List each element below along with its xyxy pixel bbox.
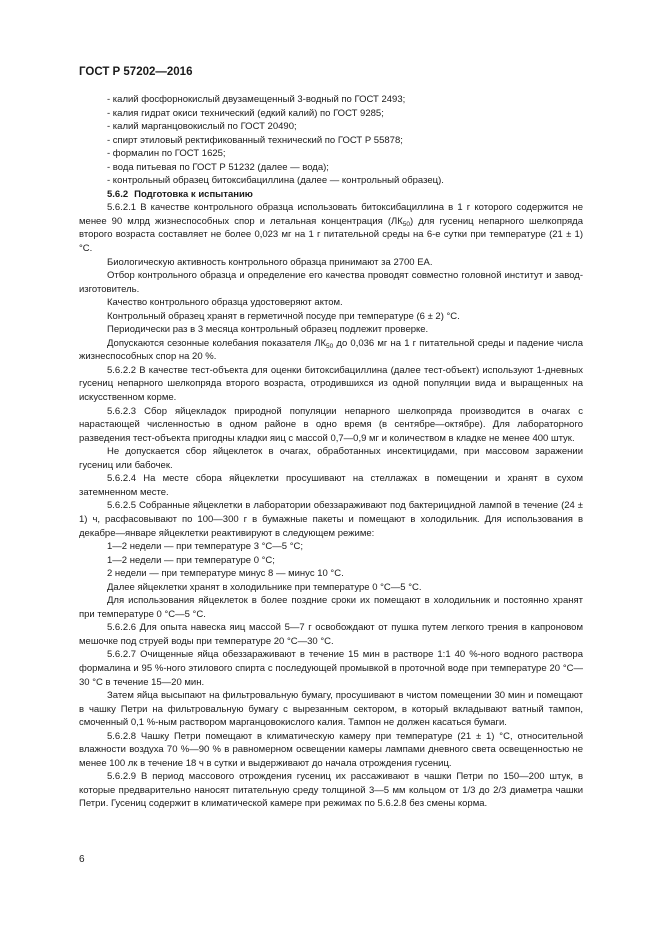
- paragraph: Затем яйца высыпают на фильтровальную бумагу, просушивают в чистом помещении 30 мин и помещают в чашку Петри на фильтровальную бумагу с вырезанным сектором, в который вкладывают ватный тампон, смоченный 0,1 %-ным раствором марганцовокислого калия. Тампон не должен касаться бумаги.: [79, 690, 583, 729]
- section-title: Подготовка к испытанию: [134, 188, 253, 200]
- paragraph: Периодически раз в 3 месяца контрольный образец подлежит проверке.: [107, 324, 429, 336]
- paragraph-5-6-2-4: 5.6.2.4 На месте сбора яйцеклетки просушивают на стеллажах в помещении и хранят в сухом затемненном месте.: [79, 473, 583, 498]
- paragraph-5-6-2-9: 5.6.2.9 В период массового отрождения гусениц их рассаживают в чашки Петри по 150—200 штук, в которые предварительно наносят питательную среду толщиной 3—5 мм кольцом от 1/3 до 2/3 диаметра чашки Петри. Гусениц содержит в климатической камере при режимах по 5.6.2.8 без смены корма.: [79, 771, 583, 810]
- list-item: - контрольный образец битоксибациллина (далее — контрольный образец).: [107, 175, 444, 187]
- subscript: 50: [326, 342, 334, 350]
- section-heading: [79, 188, 583, 202]
- text-run: ) для гусениц непарного шелкопряда второго возраста составляет не более 0,023 мг на 1 г питательной среды на 6-е сутки при температуре (21 ± 1) °С.: [79, 215, 583, 255]
- paragraph-5-6-2-2: 5.6.2.2 В качестве тест-объекта для оценки битоксибациллина (далее тест-объект) используют 1-дневных гусениц непарного шелкопряда второго возраста, отродившихся из одной популяции вида и выращенных на искусственном корме.: [79, 364, 583, 404]
- paragraph-5-6-2-8: 5.6.2.8 Чашку Петри помещают в климатическую камеру при температуре (21 ± 1) °С, относительной влажности воздуха 70 %—90 % в равномерном освещении камеры лампами дневного света освещенностью не менее 100 лк в течение 18 ч в сутки и выдерживают до начала отрождения гусениц.: [79, 730, 583, 769]
- paragraph: 1—2 недели — при температуре 0 °С;: [107, 554, 275, 566]
- paragraph: Для использования яйцеклеток в более поздние сроки их помещают в холодильник и постоянно хранят при температуре 0 °С—5 °С.: [79, 595, 583, 620]
- list-item: - калия гидрат окиси технический (едкий калий) по ГОСТ 9285;: [107, 107, 384, 119]
- list-item: - калий фосфорнокислый двузамещенный 3-водный по ГОСТ 2493;: [107, 94, 406, 105]
- paragraph: Качество контрольного образца удостоверяют актом.: [107, 297, 343, 309]
- paragraph: Не допускается сбор яйцеклеток в очагах, обработанных инсектицидами, при массовом заражении гусениц или бабочек.: [79, 446, 583, 471]
- list-item: - формалин по ГОСТ 1625;: [107, 148, 226, 160]
- list-item: - вода питьевая по ГОСТ Р 51232 (далее — вода);: [107, 161, 329, 173]
- paragraph: 2 недели — при температуре минус 8 — минус 10 °С.: [107, 568, 344, 580]
- paragraph-5-6-2-1: [79, 201, 583, 255]
- paragraph: Далее яйцеклетки хранят в холодильнике при температуре 0 °С—5 °С.: [107, 581, 422, 593]
- text-run: 5.6.2.1 В качестве контрольного образца использовать битоксибациллина в 1 г которого содержится не менее 90 млрд жизнеспособных спор и летальная концентрация (ЛК: [79, 202, 583, 227]
- paragraph-5-6-2-3: 5.6.2.3 Сбор яйцекладок природной популяции непарного шелкопряда производится в очагах с нарастающей численностью в одном районе в одно время (в сентябре—октябре). Для лабораторного разведения тест-объекта пригодны кладки яиц с массой 0,7—0,9 мг и количеством в кладке не менее 400 штук.: [79, 405, 583, 444]
- page-number: 6: [79, 854, 85, 865]
- standard-header: ГОСТ Р 57202—2016: [79, 66, 193, 78]
- paragraph-5-6-2-7: 5.6.2.7 Очищенные яйца обеззараживают в течение 15 мин в растворе 1:1 40 %-ного водного раствора формалина и 95 %-ного этилового спирта с последующей промывкой в проточной воде при температуре 20 °С—30 °С в течение 15—20 мин.: [79, 649, 583, 688]
- paragraph: Отбор контрольного образца и определение его качества проводят совместно головной институт и завод-изготовитель.: [79, 270, 583, 295]
- paragraph: Контрольный образец хранят в герметичной посуде при температуре (6 ± 2) °С.: [107, 310, 460, 322]
- paragraph-5-6-2-5: 5.6.2.5 Собранные яйцеклетки в лаборатории обеззараживают под бактерицидной лампой в течение (24 ± 1) ч, расфасовывают по 100—300 г в бумажные пакеты и помещают в холодильник. Для использования в декабре—январе яйцеклетки реактивируют в следующем режиме:: [79, 500, 583, 539]
- section-number: 5.6.2: [107, 188, 129, 200]
- subscript: 50: [402, 220, 410, 228]
- paragraph: Биологическую активность контрольного образца принимают за 2700 ЕА.: [107, 256, 433, 268]
- text-run: до 0,036 мг на 1 г питательной среды и падение числа жизнеспособных спор на 20 %.: [79, 337, 583, 363]
- paragraph: [79, 337, 583, 364]
- list-item: - спирт этиловый ректификованный технический по ГОСТ Р 55878;: [107, 134, 403, 146]
- paragraph-5-6-2-6: 5.6.2.6 Для опыта навеска яиц массой 5—7 г освобождают от пушка путем легкого трения в капроновом мешочке под струей воды при температуре 20 °С—30 °С.: [79, 622, 583, 647]
- document-body: [79, 93, 583, 811]
- text-run: Допускаются сезонные колебания показателя ЛК: [107, 337, 327, 349]
- list-item: - калий марганцовокислый по ГОСТ 20490;: [107, 121, 297, 133]
- paragraph: 1—2 недели — при температуре 3 °С—5 °С;: [107, 541, 303, 553]
